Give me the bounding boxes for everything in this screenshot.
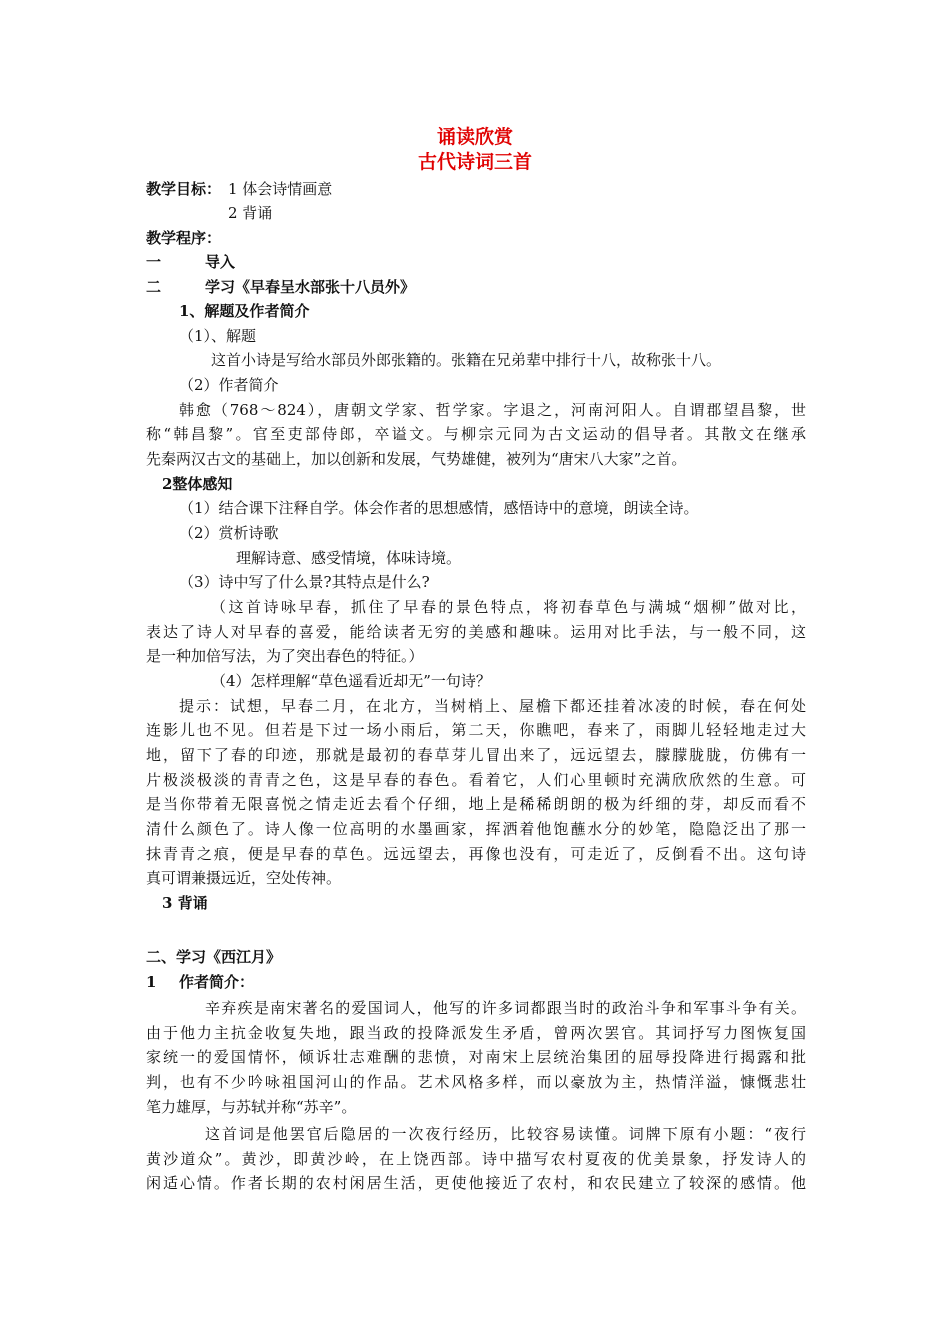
paragraph-line: 称“韩昌黎”。官至吏部侍郎，卒谥文。与柳宗元同为古文运动的倡导者。其散文在继承 <box>146 425 806 443</box>
paragraph-line: 笔力雄厚，与苏轼并称“苏辛”。 <box>146 1098 357 1116</box>
paragraph-line: （这首诗咏早春，抓住了早春的景色特点，将初春草色与满城“烟柳”做对比， <box>211 598 806 616</box>
section-title: 二、学习《西江月》 <box>146 948 282 966</box>
paragraph-line: 先秦两汉古文的基础上，加以创新和发展，气势雄健，被列为“唐宋八大家”之首。 <box>146 450 687 468</box>
page-subtitle: 古代诗词三首 <box>417 151 532 173</box>
paragraph-line: 连影儿也不见。但若是下过一场小雨后，第二天，你瞧吧，春来了，雨脚儿轻轻地走过大 <box>146 721 806 739</box>
goals-label: 教学目标： <box>146 180 222 198</box>
paragraph-line: 韩愈（768～824），唐朝文学家、哲学家。字退之，河南河阳人。自谓郡望昌黎，世 <box>179 401 806 419</box>
subsection-heading: 作者简介： <box>179 973 255 991</box>
subsection-heading: 2整体感知 <box>162 475 233 493</box>
paragraph: 这首小诗是写给水部员外郎张籍的。张籍在兄弟辈中排行十八，故称张十八。 <box>211 351 722 369</box>
paragraph-line: 由于他力主抗金收复失地，跟当政的投降派发生矛盾，曾两次罢官。其词抒写力图恢复国 <box>146 1024 806 1042</box>
paragraph-line: 这首词是他罢官后隐居的一次夜行经历，比较容易读懂。词牌下原有小题：“夜行 <box>205 1125 806 1143</box>
page-title: 诵读欣赏 <box>436 126 513 148</box>
subsection-heading: 1、解题及作者简介 <box>179 302 310 320</box>
paragraph-line: 闲适心情。作者长期的农村闲居生活，更使他接近了农村，和农民建立了较深的感情。他 <box>146 1174 806 1192</box>
paragraph-line: 是一种加倍写法，为了突出春色的特征。） <box>146 647 424 665</box>
section-title: 学习《早春呈水部张十八员外》 <box>205 278 416 296</box>
procedure-label: 教学程序： <box>146 229 222 247</box>
section-number: 二 <box>146 278 162 296</box>
paragraph-line: 判，也有不少吟咏祖国河山的作品。艺术风格多样，而以豪放为主，热情洋溢，慷慨悲壮 <box>146 1073 806 1091</box>
goal-item: 2 背诵 <box>228 204 273 222</box>
section-number: 1 <box>146 973 157 991</box>
section-title: 导入 <box>205 253 236 271</box>
paragraph-line: 辛弃疾是南宋著名的爱国词人，他写的许多词都跟当时的政治斗争和军事斗争有关。 <box>205 999 806 1017</box>
paragraph: 理解诗意、感受情境，体味诗境。 <box>236 549 462 567</box>
paragraph-line: 黄沙道众”。黄沙，即黄沙岭，在上饶西部。诗中描写农村夏夜的优美景象，抒发诗人的 <box>146 1150 806 1168</box>
paragraph-line: 片极淡极淡的青青之色，这是早春的春色。看着它，人们心里顿时充满欣欣然的生意。可 <box>146 771 806 789</box>
item-label: （2）赏析诗歌 <box>179 524 279 542</box>
paragraph-line: 真可谓兼摄远近，空处传神。 <box>146 869 342 887</box>
subsection-heading: 3 背诵 <box>162 894 208 912</box>
item-label: （1）、解题 <box>179 327 257 345</box>
item-label: （4）怎样理解“草色遥看近却无”一句诗？ <box>211 672 491 690</box>
paragraph-line: 家统一的爱国情怀，倾诉壮志难酬的悲愤，对南宋上层统治集团的屈辱投降进行揭露和批 <box>146 1048 806 1066</box>
paragraph-line: 是当你带着无限喜悦之情走近去看个仔细，地上是稀稀朗朗的极为纤细的芽，却反而看不 <box>146 795 806 813</box>
section-number: 一 <box>146 253 162 271</box>
item-label: （2）作者简介 <box>179 376 279 394</box>
paragraph-line: 清什么颜色了。诗人像一位高明的水墨画家，挥洒着他饱蘸水分的妙笔，隐隐泛出了那一 <box>146 820 806 838</box>
paragraph-line: 表达了诗人对早春的喜爱，能给读者无穷的美感和趣味。运用对比手法，与一般不同，这 <box>146 623 806 641</box>
paragraph-line: 提示：试想，早春二月，在北方，当树梢上、屋檐下都还挂着冰凌的时候，春在何处 <box>179 697 806 715</box>
paragraph: （1）结合课下注释自学。体会作者的思想感情，感悟诗中的意境，朗读全诗。 <box>179 499 699 517</box>
goal-item: 1 体会诗情画意 <box>228 180 333 198</box>
paragraph-line: 地，留下了春的印迹，那就是最初的春草芽儿冒出来了，远远望去，朦朦胧胧，仿佛有一 <box>146 746 806 764</box>
paragraph-line: 抹青青之痕，便是早春的草色。远远望去，再像也没有，可走近了，反倒看不出。这句诗 <box>146 845 806 863</box>
item-label: （3）诗中写了什么景?其特点是什么? <box>179 573 430 591</box>
